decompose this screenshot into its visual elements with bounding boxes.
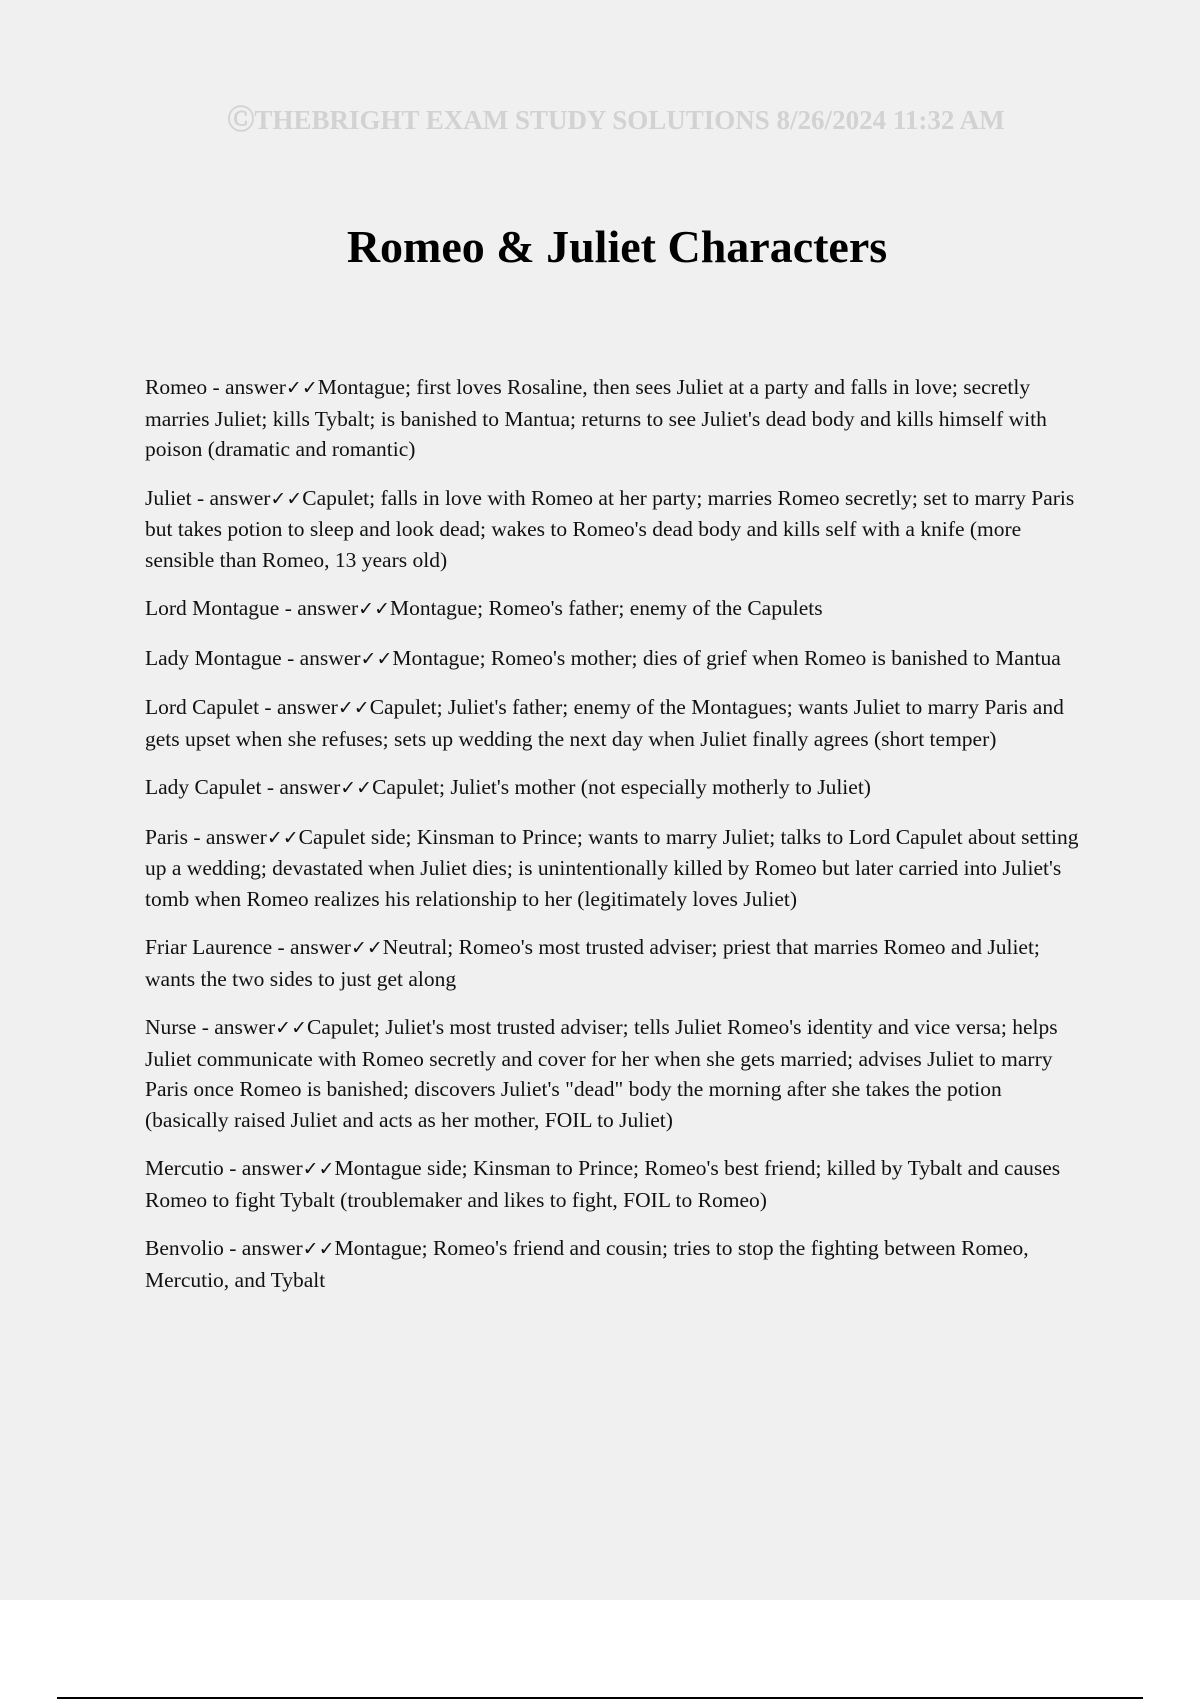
flashcard-entry bbox=[145, 692, 1090, 754]
answer-separator: - answer bbox=[191, 485, 271, 510]
page-title: Romeo & Juliet Characters bbox=[346, 221, 888, 272]
answer-text: Capulet side; Kinsman to Prince; wants to marry Juliet; talks to Lord Capulet about setting up a wedding; devastated when Juliet dies; is unintentionally killed by Romeo but later carried into Juliet's tomb when Romeo realizes his relationship to her (legitimately loves Juliet) bbox=[145, 824, 1079, 911]
answer-separator: - answer bbox=[259, 695, 338, 719]
answer-separator: - answer bbox=[188, 824, 267, 849]
term: Juliet bbox=[145, 485, 192, 510]
answer-text: Montague; Romeo's mother; dies of grief when Romeo is banished to Mantua bbox=[392, 645, 1061, 670]
term: Benvolio bbox=[145, 1236, 224, 1260]
watermark: ⒸTHEBRIGHT EXAM STUDY SOLUTIONS 8/26/2024 11:32 AM bbox=[227, 105, 1005, 135]
answer-text: Capulet; Juliet's father; enemy of the Montagues; wants Juliet to marry Paris and gets upset when she refuses; sets up wedding the next day when Juliet finally agrees (short temper) bbox=[145, 695, 1064, 751]
answer-separator: - answer bbox=[223, 1236, 303, 1260]
term: Lady Montague bbox=[145, 645, 282, 670]
page-divider bbox=[57, 1697, 1143, 1699]
flashcard-entry bbox=[145, 772, 1090, 804]
answer-text: Montague side; Kinsman to Prince; Romeo's best friend; killed by Tybalt and causes Romeo to fight Tybalt (troublemaker and likes to fight, FOIL to Romeo) bbox=[145, 1156, 1061, 1212]
double-check-icon: ✓✓ bbox=[302, 1158, 335, 1180]
flashcard-entry bbox=[145, 593, 1090, 625]
term: Paris bbox=[145, 824, 188, 849]
answer-separator: - answer bbox=[223, 1156, 303, 1180]
flashcard-entry bbox=[145, 643, 1090, 675]
double-check-icon: ✓✓ bbox=[350, 937, 383, 959]
double-check-icon: ✓✓ bbox=[275, 1017, 308, 1039]
flashcard-entry bbox=[145, 1153, 1090, 1215]
answer-separator: - answer bbox=[272, 935, 351, 959]
double-check-icon: ✓✓ bbox=[360, 647, 393, 670]
double-check-icon: ✓✓ bbox=[340, 777, 373, 799]
answer-text: Montague; first loves Rosaline, then sees Juliet at a party and falls in love; secretly marries Juliet; kills Tybalt; is banished to Mantua; returns to see Juliet's dead body and kills himself with poison (dramatic and romantic) bbox=[145, 375, 1047, 461]
answer-text: Montague; Romeo's father; enemy of the Capulets bbox=[390, 596, 823, 620]
term: Nurse bbox=[145, 1015, 197, 1039]
answer-text: Capulet; falls in love with Romeo at her party; marries Romeo secretly; set to marry Paris but takes potion to sleep and look dead; wakes to Romeo's dead body and kills self with a knife (more sensible than Romeo, 13 years old) bbox=[145, 485, 1075, 572]
term: Lord Capulet bbox=[145, 695, 260, 719]
double-check-icon: ✓✓ bbox=[358, 598, 390, 620]
flashcard-entry bbox=[145, 372, 1090, 465]
term: Friar Laurence bbox=[145, 935, 273, 959]
flashcard-entry bbox=[145, 822, 1090, 915]
term: Mercutio bbox=[145, 1156, 224, 1180]
term: Lord Montague bbox=[145, 596, 280, 620]
double-check-icon: ✓✓ bbox=[337, 697, 370, 719]
answer-text: Montague; Romeo's friend and cousin; tries to stop the fighting between Romeo, Mercutio, and Tybalt bbox=[145, 1236, 1029, 1292]
flashcard-list bbox=[145, 372, 1090, 1313]
answer-text: Capulet; Juliet's most trusted adviser; tells Juliet Romeo's identity and vice versa; helps Juliet communicate with Romeo secretly and cover for her when she gets married; advises Juliet to marry Paris once Romeo is banished; discovers Juliet's "dead" body the morning after she takes the potion (basically raised Juliet and acts as her mother, FOIL to Juliet) bbox=[145, 1015, 1058, 1132]
answer-text: Neutral; Romeo's most trusted adviser; priest that marries Romeo and Juliet; wants the two sides to just get along bbox=[145, 935, 1040, 991]
flashcard-entry bbox=[145, 483, 1090, 576]
answer-separator: - answer bbox=[207, 375, 286, 399]
double-check-icon: ✓✓ bbox=[270, 487, 303, 510]
answer-separator: - answer bbox=[196, 1015, 276, 1039]
double-check-icon: ✓✓ bbox=[302, 1238, 335, 1260]
answer-separator: - answer bbox=[281, 645, 361, 670]
answer-separator: - answer bbox=[261, 775, 341, 799]
answer-separator: - answer bbox=[279, 596, 359, 620]
flashcard-entry bbox=[145, 1233, 1090, 1295]
term: Romeo bbox=[145, 375, 208, 399]
flashcard-entry bbox=[145, 932, 1090, 994]
term: Lady Capulet bbox=[145, 775, 262, 799]
double-check-icon: ✓✓ bbox=[285, 377, 318, 399]
answer-text: Capulet; Juliet's mother (not especially motherly to Juliet) bbox=[372, 775, 871, 799]
double-check-icon: ✓✓ bbox=[266, 826, 299, 849]
flashcard-entry bbox=[145, 1012, 1090, 1135]
